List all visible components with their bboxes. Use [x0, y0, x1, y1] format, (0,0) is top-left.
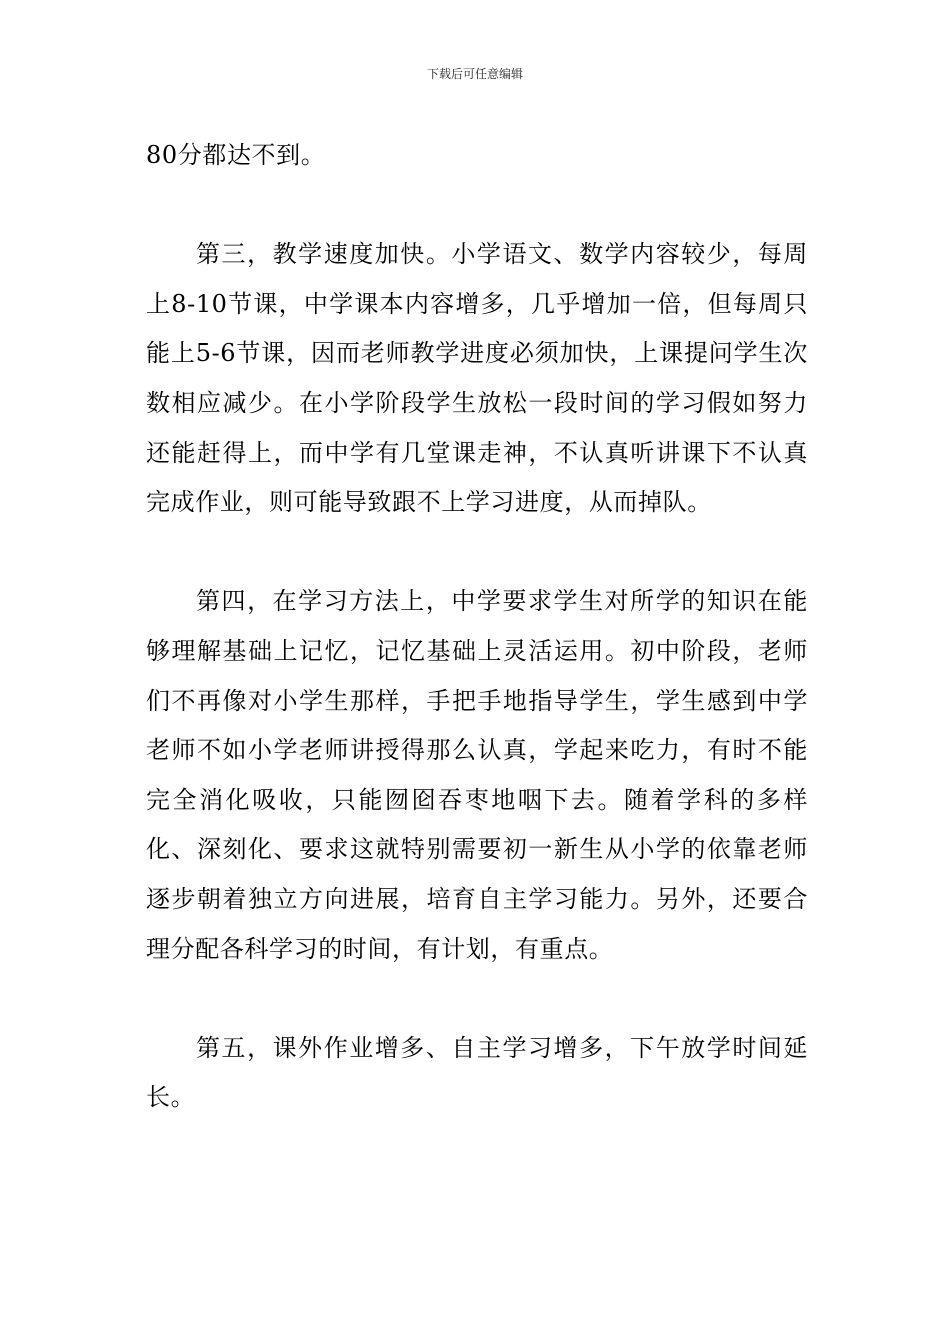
paragraph-gap: [146, 528, 808, 578]
page-header: 下载后可任意编辑: [426, 67, 523, 81]
paragraph-fifth: 第五，课外作业增多、自主学习增多，下午放学时间延长。: [146, 1033, 808, 1112]
document-body: [146, 131, 808, 1123]
paragraph-gap: [146, 974, 808, 1024]
paragraph-fourth: 第四，在学习方法上，中学要求学生对所学的知识在能够理解基础上记忆，记忆基础上灵活运用。初中阶段，老师们不再像对小学生那样，手把手地指导学生，学生感到中学老师不如小学老师讲授得那么认真，学起来吃力，有时不能完全消化吸收，只能囫囵吞枣地咽下去。随着学科的多样化、深刻化、要求这就特别需要初一新生从小学的依靠老师逐步朝着独立方向进展，培育自主学习能力。另外，还要合理分配各科学习的时间，有计划，有重点。: [146, 587, 808, 963]
paragraph-third: 第三，教学速度加快。小学语文、数学内容较少，每周上8-10节课，中学课本内容增多，几乎增加一倍，但每周只能上5-6节课，因而老师教学进度必须加快，上课提问学生次数相应减少。在小学阶段学生放松一段时间的学习假如努力还能赶得上，而中学有几堂课走神，不认真听讲课下不认真完成作业，则可能导致跟不上学习进度，从而掉队。: [146, 240, 808, 517]
paragraph-continuation: 80分都达不到。: [146, 141, 326, 169]
paragraph-gap: [146, 181, 808, 231]
